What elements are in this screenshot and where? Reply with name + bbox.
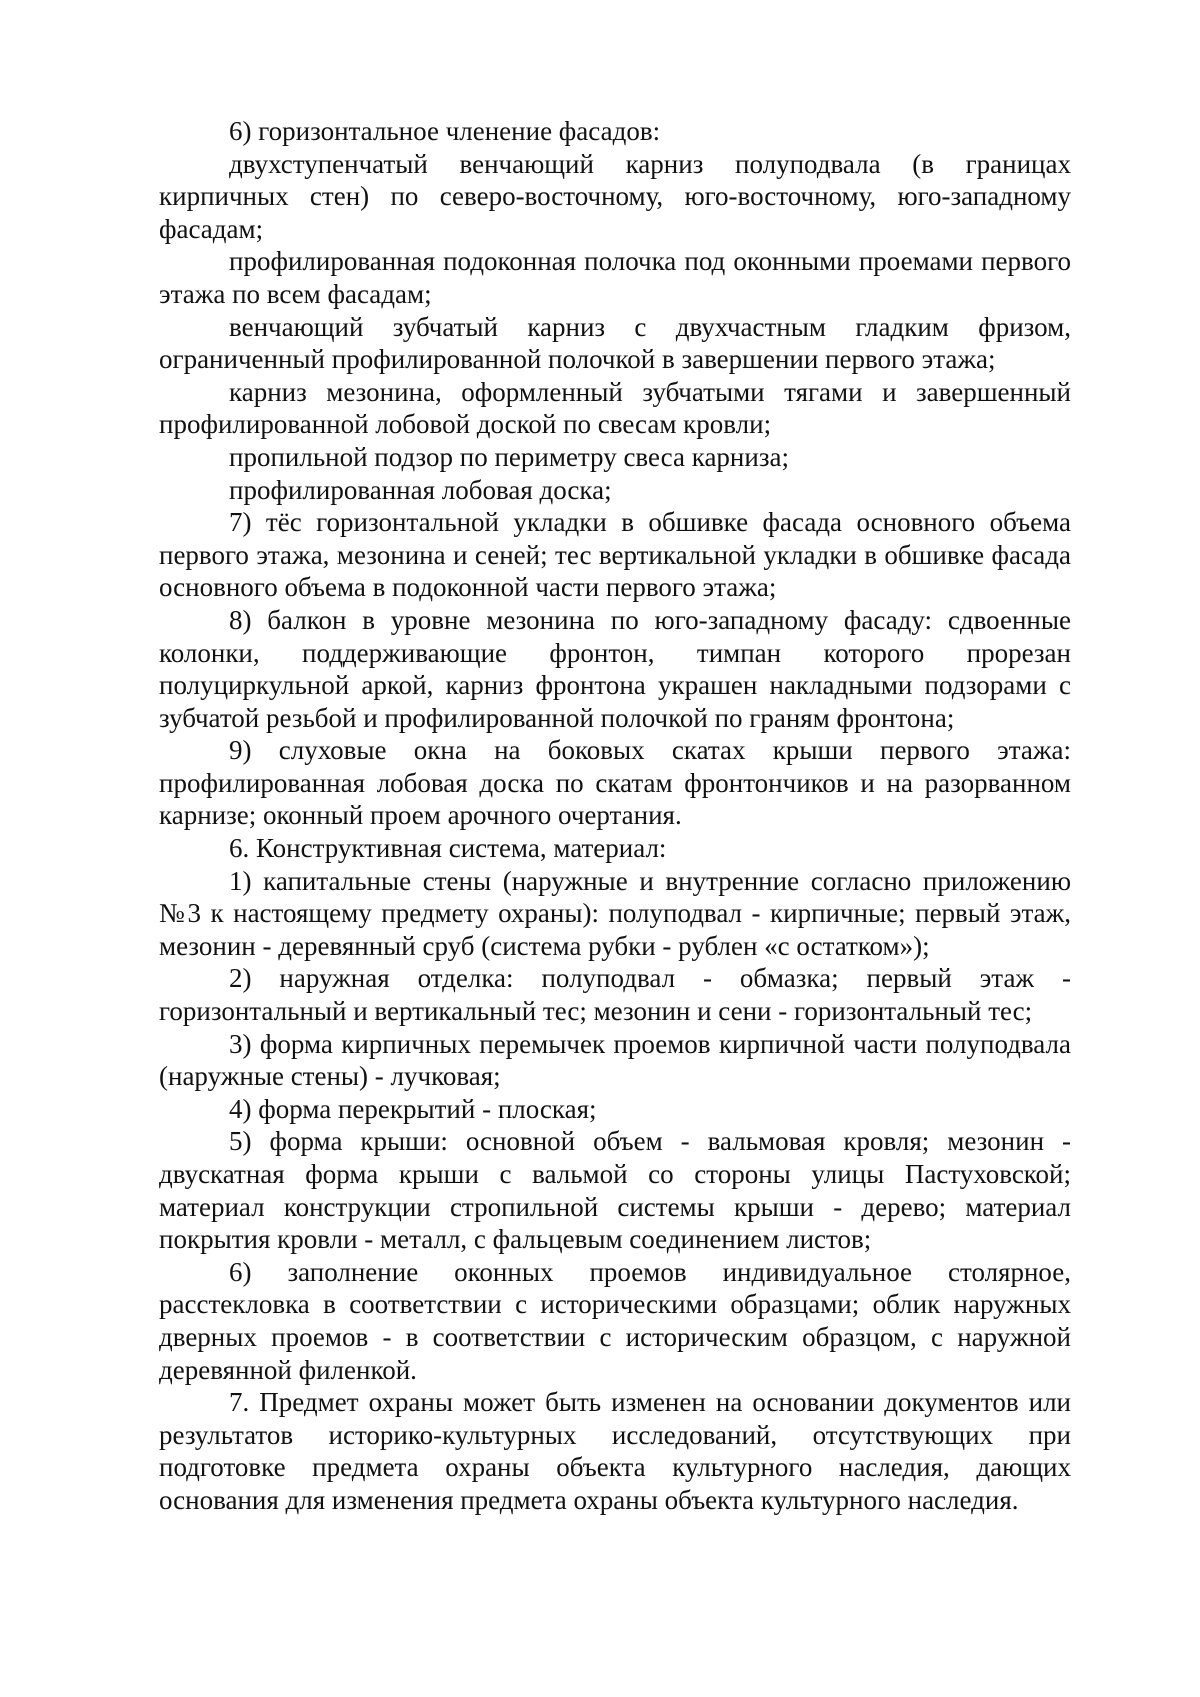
paragraph-protection-subject-change: 7. Предмет охраны может быть изменен на основании документов или результатов историко-культурных исследований, отсутствующих при подготовке предмета охраны объекта культурного наследия, дающих основания для изменения предмета охраны объекта культурного наследия. — [159, 1387, 1071, 1515]
paragraph-mezzanine-cornice: карниз мезонина, оформленный зубчатыми тягами и завершенный профилированной лобовой доской по свесам кровли; — [159, 376, 1071, 440]
paragraph-lintels: 3) форма кирпичных перемычек проемов кирпичной части полуподвала (наружные стены) - лучковая; — [159, 1028, 1071, 1092]
paragraph-exterior-finish: 2) наружная отделка: полуподвал - обмазка; первый этаж - горизонтальный и вертикальный тес; мезонин и сени - горизонтальный тес; — [159, 963, 1071, 1027]
paragraph-dentil-cornice: венчающий зубчатый карниз с двухчастным гладким фризом, ограниченный профилированной полочкой в завершении первого этажа; — [159, 311, 1071, 375]
paragraph-fascia-board: профилированная лобовая доска; — [229, 474, 612, 505]
paragraph-window-fill: 6) заполнение оконных проемов индивидуальное столярное, расстекловка в соответствии с историческими образцами; облик наружных дверных проемов - в соответствии с историческим образцом, с наружной деревянной филенкой. — [159, 1256, 1071, 1385]
paragraph-siding-boards: 7) тёс горизонтальной укладки в обшивке фасада основного объема первого этажа, мезонина и сеней; тес вертикальной укладки в обшивке фасада основного объема в подоконной части первого этажа; — [159, 507, 1071, 603]
paragraph-horizontal-division: 6) горизонтальное членение фасадов: — [229, 116, 661, 146]
paragraph-load-bearing-walls: 1) капитальные стены (наружные и внутренние согласно приложению №3 к настоящему предмету охраны): полуподвал - кирпичные; первый этаж, мезонин - деревянный сруб (система рубки - рублен «с остатком»); — [159, 865, 1071, 961]
paragraph-floor-slabs: 4) форма перекрытий - плоская; — [229, 1093, 597, 1124]
paragraph-basement-cornice: двухступенчатый венчающий карниз полуподвала (в границах кирпичных стен) по северо-восточному, юго-восточному, юго-западному фасадам; — [159, 148, 1071, 244]
section-heading-structural-system: 6. Конструктивная система, материал: — [229, 833, 667, 864]
paragraph-window-shelf: профилированная подоконная полочка под оконными проемами первого этажа по всем фасадам; — [159, 246, 1071, 309]
paragraph-balcony: 8) балкон в уровне мезонина по юго-западному фасаду: сдвоенные колонки, поддерживающие фронтон, тимпан которого прорезан полуциркульной аркой, карниз фронтона украшен накладными подзорами с зубчатой резьбой и профилированной полочкой по граням фронтона; — [159, 604, 1071, 733]
paragraph-dormer-windows: 9) слуховые окна на боковых скатах крыши первого этажа: профилированная лобовая доска по скатам фронтончиков и на разорванном карнизе; оконный проем арочного очертания. — [159, 735, 1071, 831]
paragraph-roof-form: 5) форма крыши: основной объем - вальмовая кровля; мезонин - двускатная форма крыши с вальмой со стороны улицы Пастуховской; материал конструкции стропильной системы крыши - дерево; материал покрытия кровли - металл, с фальцевым соединением листов; — [159, 1126, 1071, 1255]
document-body — [159, 115, 1071, 1517]
paragraph-sawn-valance: пропильной подзор по периметру свеса карниза; — [229, 441, 789, 472]
